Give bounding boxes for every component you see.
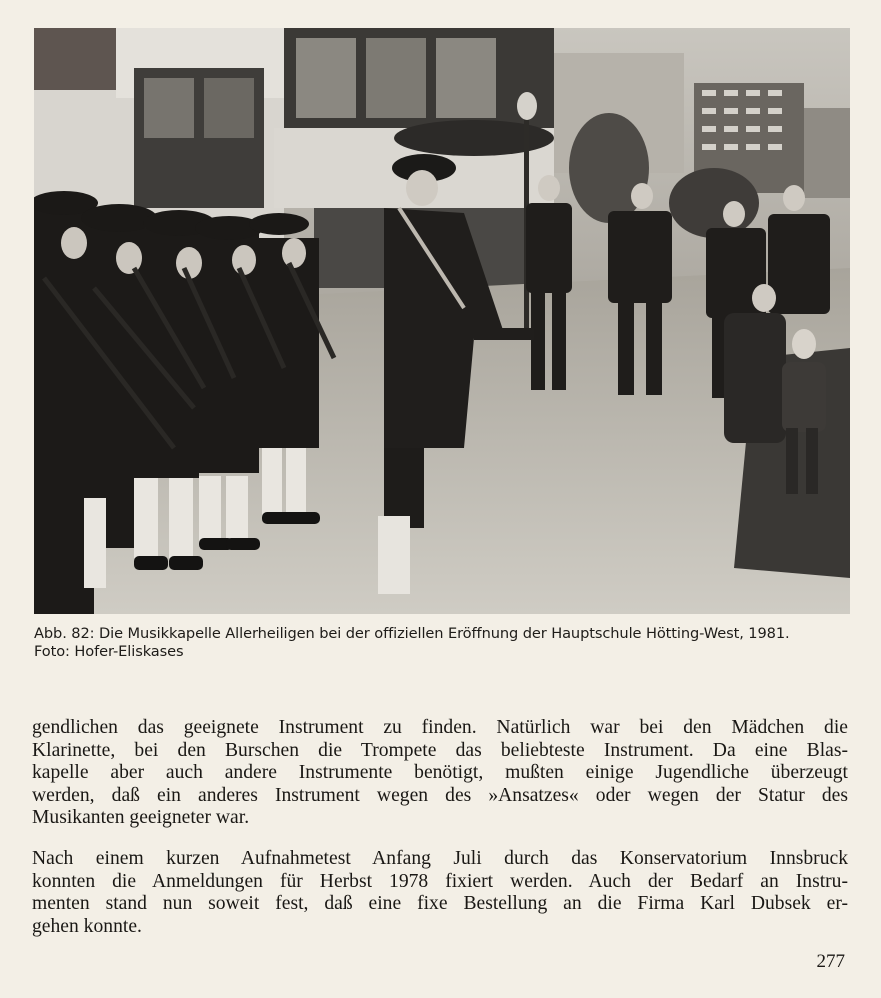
text-line: gehen konnte. bbox=[32, 915, 142, 937]
caption-text: Abb. 82: Die Musikkapelle Allerheiligen bei der offiziellen Eröffnung der Hauptschule Hötting-West, 1981. bbox=[34, 625, 790, 642]
photo-credit: Foto: Hofer-Eliskases bbox=[34, 643, 184, 660]
paragraph-1 bbox=[32, 717, 848, 830]
text-line: werden, daß ein anderes Instrument wegen des »Ansatzes« oder wegen der Statur des bbox=[32, 784, 848, 806]
text-line: Nach einem kurzen Aufnahmetest Anfang Juli durch das Konservatorium Innsbruck bbox=[32, 848, 848, 869]
text-line: gendlichen das geeignete Instrument zu finden. Natürlich war bei den Mädchen die bbox=[32, 717, 848, 738]
text-line: kapelle aber auch andere Instrumente benötigt, mußten einige Jugendliche überzeugt bbox=[32, 762, 848, 783]
figure-caption bbox=[34, 625, 854, 661]
paragraph-2 bbox=[32, 848, 848, 938]
historical-photo bbox=[34, 28, 850, 614]
text-line: Musikanten geeigneter war. bbox=[32, 807, 250, 828]
page-number: 277 bbox=[816, 951, 845, 972]
text-line: menten stand nun soweit fest, daß eine fixe Bestellung an die Firma Karl Dubsek er- bbox=[32, 893, 848, 914]
text-line: Klarinette, bei den Burschen die Trompete das beliebteste Instrument. Da eine Blas- bbox=[32, 739, 848, 761]
text-line: konnten die Anmeldungen für Herbst 1978 fixiert werden. Auch der Bedarf an Instru- bbox=[32, 870, 848, 892]
